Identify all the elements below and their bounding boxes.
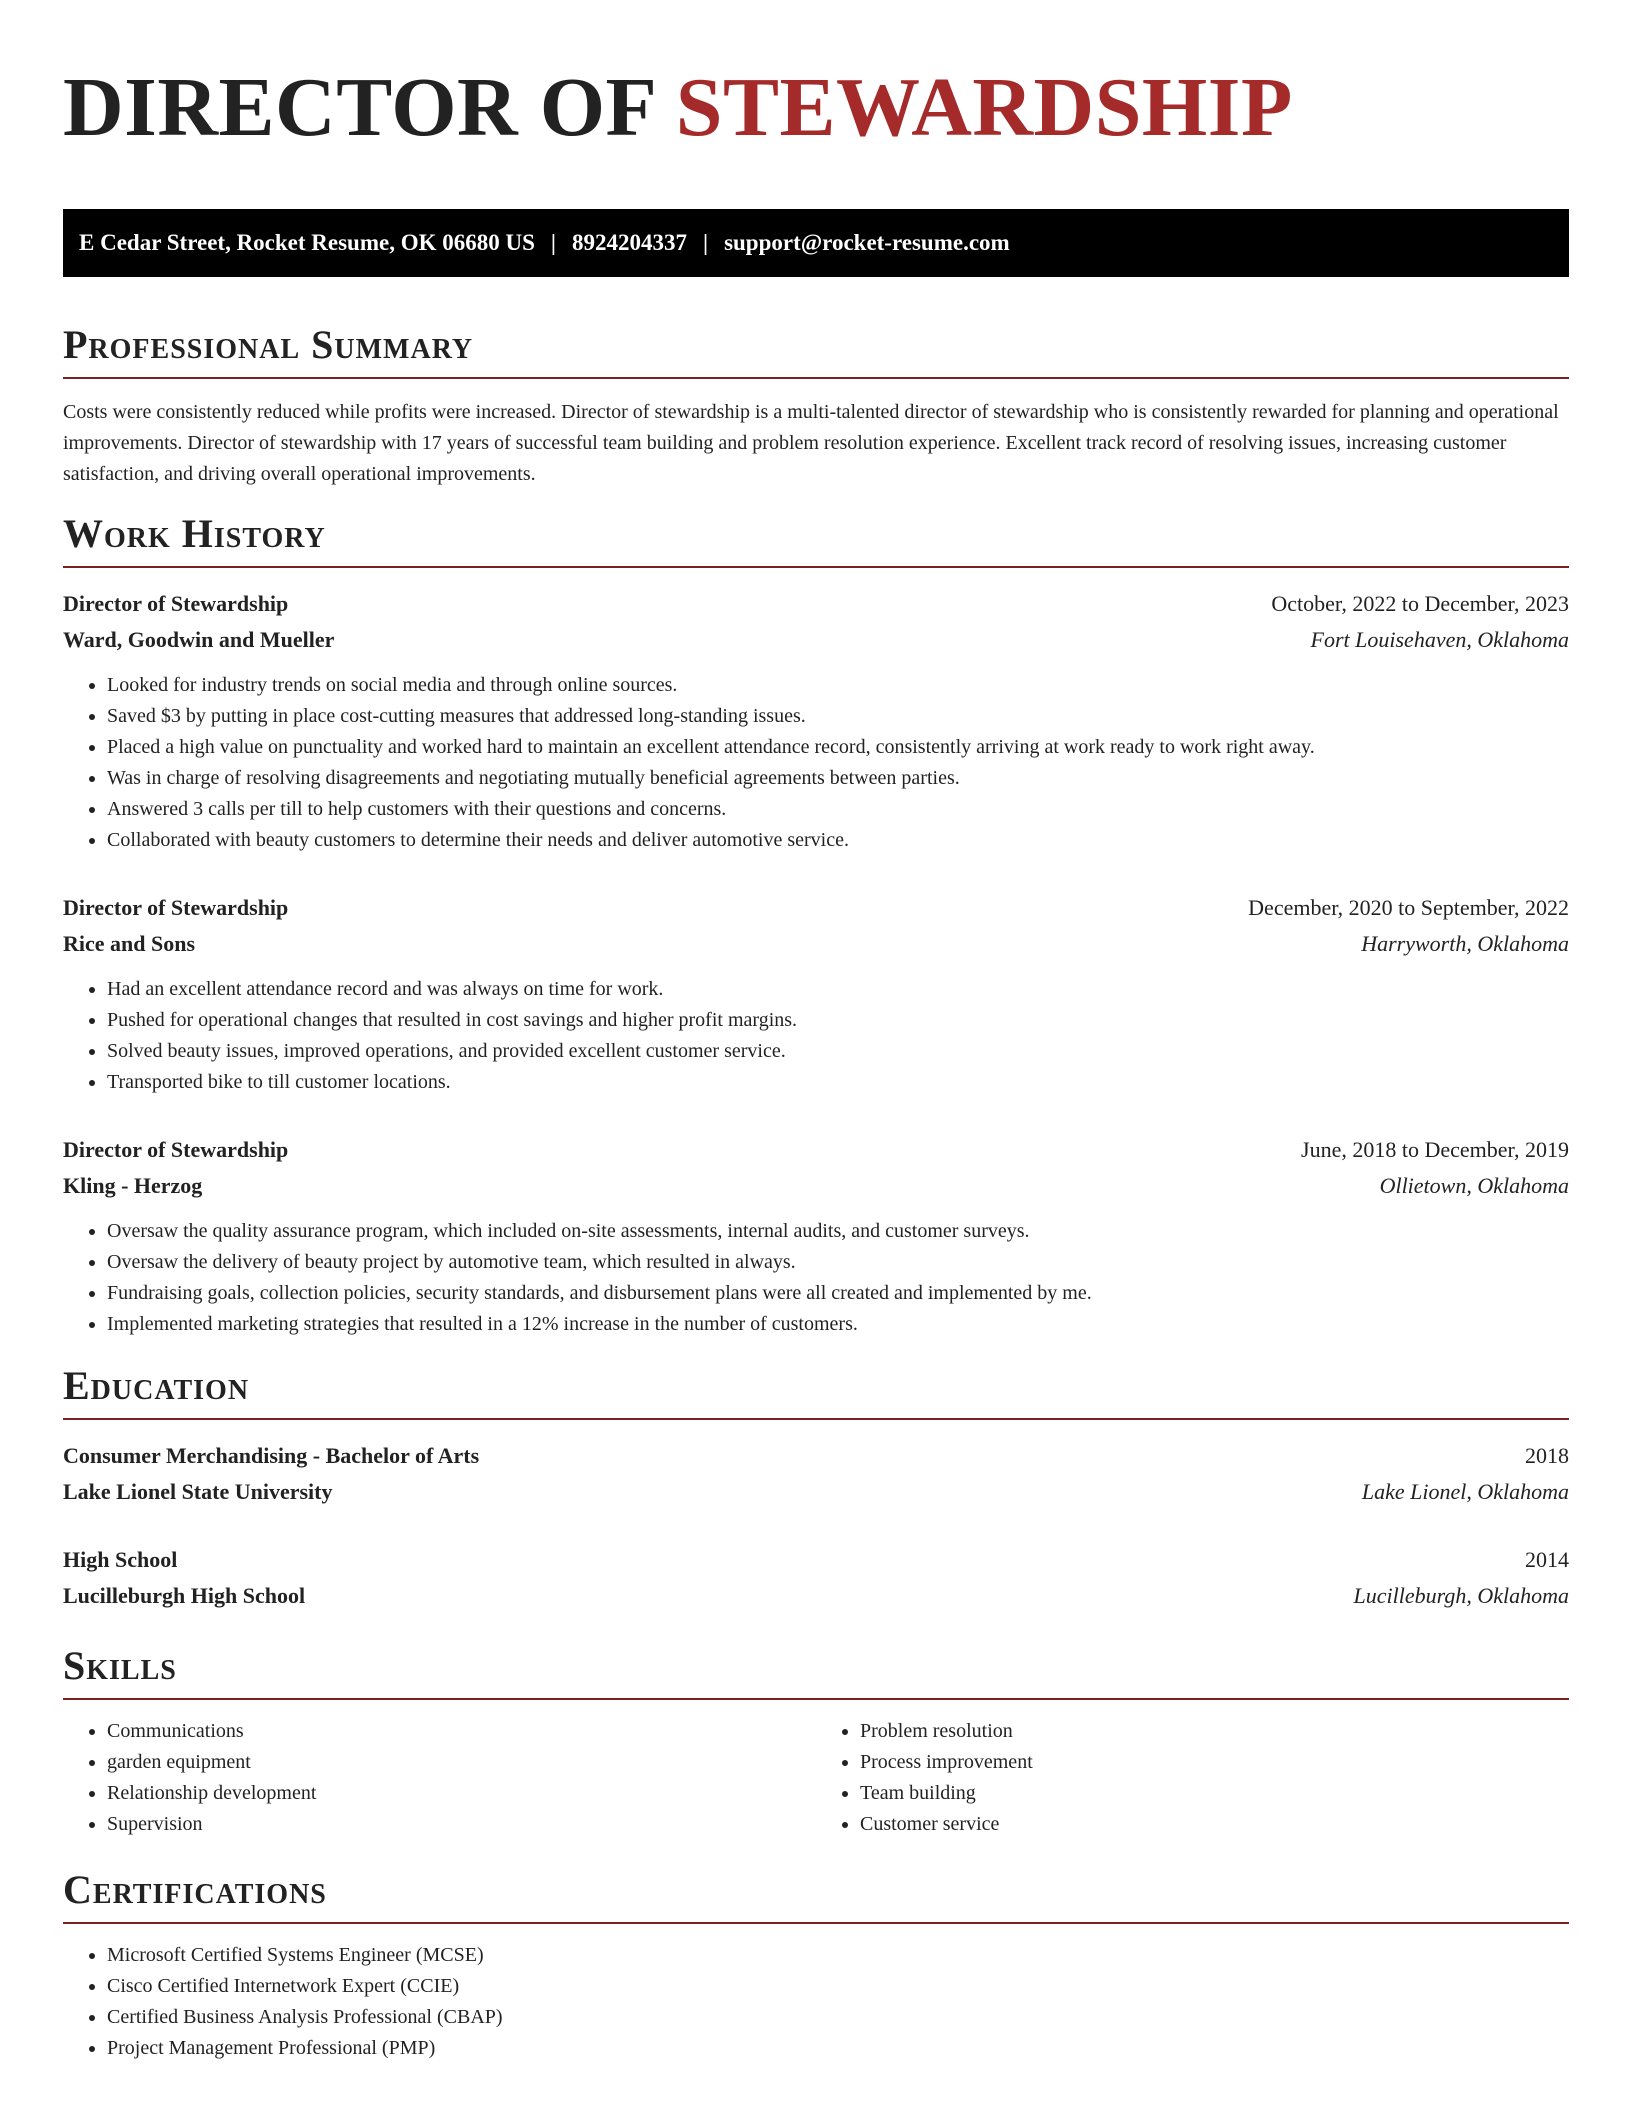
- education-school: Lake Lionel State University: [63, 1479, 333, 1504]
- education-header-row: [63, 1438, 1569, 1474]
- list-item: • Solved beauty issues, improved operations, and provided excellent customer service.: [107, 1036, 1569, 1067]
- job-company-row: [63, 926, 1569, 962]
- job-bullets: [63, 974, 1569, 1098]
- skills-section: [63, 1642, 1569, 1840]
- job-header-row: [63, 890, 1569, 926]
- job-location: Fort Louisehaven, Oklahoma: [1310, 627, 1569, 652]
- contact-phone[interactable]: 8924204337: [571, 230, 687, 255]
- job-company-row: [63, 622, 1569, 658]
- skill-item: • Customer service: [860, 1809, 1569, 1840]
- summary-text: Costs were consistently reduced while profits were increased. Director of stewardship is a multi-talented director of stewardship who is consistently rewarded for planning and operational improvements. Director of stewardship with 17 years of successful team building and problem resolution experience. Excellent track record of resolving issues, increasing customer satisfaction, and driving overall operational improvements.: [63, 401, 1559, 485]
- skills-grid: [63, 1716, 1569, 1840]
- education-entry: [63, 1542, 1569, 1614]
- section-divider: [63, 566, 1569, 568]
- job-dates: October, 2022 to December, 2023: [1271, 591, 1569, 616]
- job-entry: [63, 1132, 1569, 1340]
- list-item: • Was in charge of resolving disagreements and negotiating mutually beneficial agreements between parties.: [107, 763, 1569, 794]
- section-heading-work-history: Work History: [63, 511, 326, 556]
- job-bullets: [63, 670, 1569, 856]
- skill-item: • garden equipment: [107, 1747, 816, 1778]
- title-part-1: DIRECTOR OF: [63, 61, 655, 154]
- job-company-row: [63, 1168, 1569, 1204]
- certification-item: • Project Management Professional (PMP): [107, 2033, 1569, 2064]
- job-company: Rice and Sons: [63, 931, 196, 956]
- job-company: Kling - Herzog: [63, 1173, 203, 1198]
- skill-item: • Problem resolution: [860, 1716, 1569, 1747]
- section-divider: [63, 1922, 1569, 1924]
- summary-section: [63, 321, 1569, 490]
- contact-address: E Cedar Street, Rocket Resume, OK 06680 US: [79, 230, 535, 255]
- skill-item: • Supervision: [107, 1809, 816, 1840]
- certification-item: • Microsoft Certified Systems Engineer (MCSE): [107, 1940, 1569, 1971]
- education-year: 2018: [1525, 1443, 1569, 1468]
- list-item: • Looked for industry trends on social media and through online sources.: [107, 670, 1569, 701]
- job-title: Director of Stewardship: [63, 1137, 289, 1162]
- job-title: Director of Stewardship: [63, 895, 289, 920]
- education-location: Lake Lionel, Oklahoma: [1361, 1479, 1569, 1504]
- certification-item: • Certified Business Analysis Professional (CBAP): [107, 2002, 1569, 2033]
- title-part-2: STEWARDSHIP: [675, 61, 1293, 154]
- contact-separator: |: [550, 230, 556, 255]
- education-year: 2014: [1525, 1547, 1569, 1572]
- section-divider: [63, 1698, 1569, 1700]
- jobs-list: [63, 586, 1569, 1340]
- skill-item: • Communications: [107, 1716, 816, 1747]
- education-school: Lucilleburgh High School: [63, 1583, 306, 1608]
- list-item: • Answered 3 calls per till to help customers with their questions and concerns.: [107, 794, 1569, 825]
- section-divider: [63, 1418, 1569, 1420]
- job-header-row: [63, 1132, 1569, 1168]
- contact-email[interactable]: support@rocket-resume.com: [724, 230, 1010, 255]
- contact-separator: |: [702, 230, 709, 255]
- education-list: [63, 1438, 1569, 1614]
- certifications-section: [63, 1866, 1569, 2064]
- list-item: • Saved $3 by putting in place cost-cutting measures that addressed long-standing issues.: [107, 701, 1569, 732]
- education-degree: Consumer Merchandising - Bachelor of Arts: [63, 1443, 480, 1468]
- skills-column-left: [63, 1716, 816, 1840]
- job-entry: [63, 586, 1569, 856]
- job-header-row: [63, 586, 1569, 622]
- education-section: [63, 1362, 1569, 1614]
- job-dates: December, 2020 to September, 2022: [1248, 895, 1569, 920]
- list-item: • Oversaw the quality assurance program, which included on-site assessments, internal audits, and customer surveys.: [107, 1216, 1569, 1247]
- job-location: Harryworth, Oklahoma: [1361, 931, 1569, 956]
- education-degree: High School: [63, 1547, 178, 1572]
- section-divider: [63, 377, 1569, 379]
- job-dates: June, 2018 to December, 2019: [1301, 1137, 1569, 1162]
- job-company: Ward, Goodwin and Mueller: [63, 627, 335, 652]
- job-location: Ollietown, Oklahoma: [1379, 1173, 1569, 1198]
- skills-column-right: [816, 1716, 1569, 1840]
- skill-item: • Team building: [860, 1778, 1569, 1809]
- list-item: • Transported bike to till customer locations.: [107, 1067, 1569, 1098]
- education-school-row: [63, 1578, 1569, 1614]
- education-location: Lucilleburgh, Oklahoma: [1353, 1583, 1569, 1608]
- section-heading-education: Education: [63, 1363, 250, 1408]
- list-item: • Pushed for operational changes that resulted in cost savings and higher profit margins.: [107, 1005, 1569, 1036]
- list-item: • Oversaw the delivery of beauty project by automotive team, which resulted in always.: [107, 1247, 1569, 1278]
- certification-item: • Cisco Certified Internetwork Expert (CCIE): [107, 1971, 1569, 2002]
- education-entry: [63, 1438, 1569, 1510]
- work-history-section: [63, 510, 1569, 1340]
- section-heading-skills: Skills: [63, 1643, 177, 1688]
- list-item: • Collaborated with beauty customers to determine their needs and deliver automotive service.: [107, 825, 1569, 856]
- skill-item: • Relationship development: [107, 1778, 816, 1809]
- certifications-list: [63, 1940, 1569, 2064]
- job-title: Director of Stewardship: [63, 591, 289, 616]
- contact-bar: [63, 209, 1569, 277]
- list-item: • Had an excellent attendance record and was always on time for work.: [107, 974, 1569, 1005]
- job-entry: [63, 890, 1569, 1098]
- skill-item: • Process improvement: [860, 1747, 1569, 1778]
- list-item: • Fundraising goals, collection policies, security standards, and disbursement plans were all created and implemented by me.: [107, 1278, 1569, 1309]
- list-item: • Placed a high value on punctuality and worked hard to maintain an excellent attendance record, consistently arriving at work ready to work right away.: [107, 732, 1569, 763]
- job-bullets: [63, 1216, 1569, 1340]
- section-heading-certifications: Certifications: [63, 1867, 327, 1912]
- education-header-row: [63, 1542, 1569, 1578]
- resume-title: [63, 60, 1569, 176]
- list-item: • Implemented marketing strategies that resulted in a 12% increase in the number of customers.: [107, 1309, 1569, 1340]
- section-heading-summary: Professional Summary: [63, 322, 474, 367]
- education-school-row: [63, 1474, 1569, 1510]
